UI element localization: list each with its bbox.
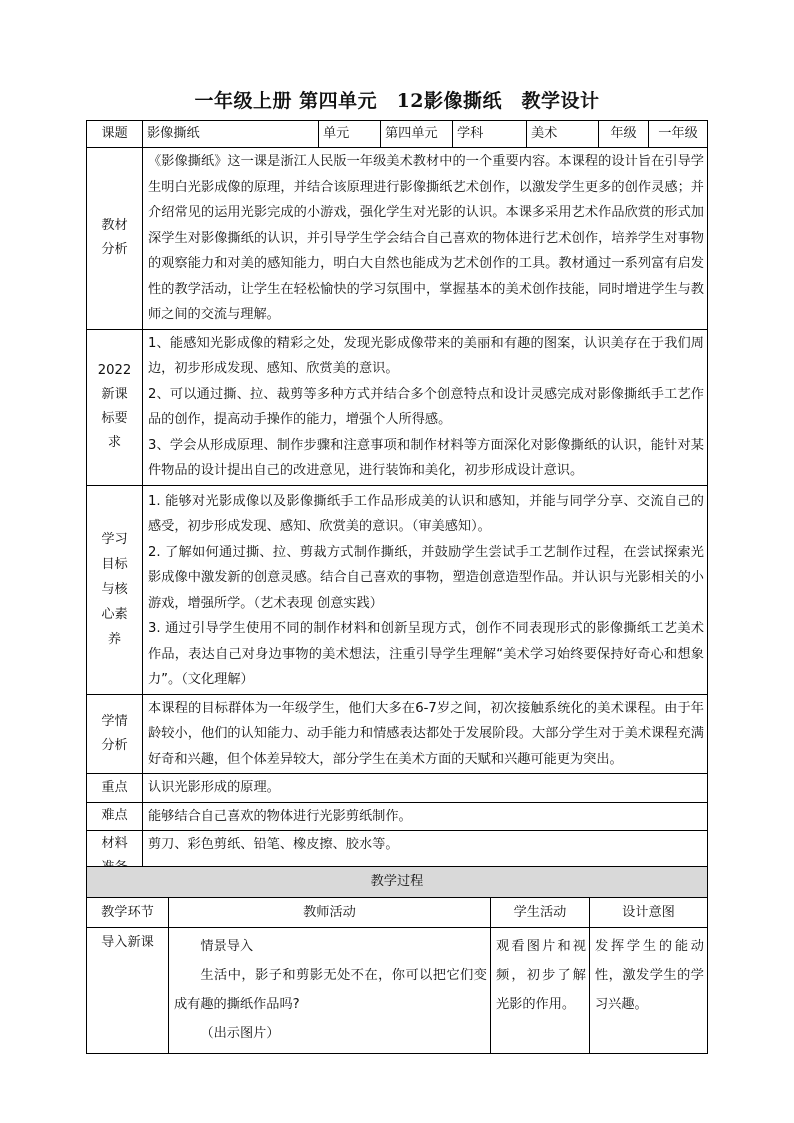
process-heading: 教学过程 bbox=[87, 867, 708, 898]
table-row bbox=[87, 928, 708, 1054]
process-student: 观看图片和视频，初步了解光影的作用。 bbox=[491, 928, 590, 1054]
goal-item-1: 1. 能够对光影成像以及影像撕纸手工作品形成美的认识和感知，并能与同学分享、交流自己的感受，初步形成发现、感知、欣赏美的意识。（审美感知）。 bbox=[148, 493, 704, 534]
difficulty-label: 难点 bbox=[87, 802, 143, 831]
materials-label-text: 材料 bbox=[101, 835, 128, 851]
document-title: 一年级上册 第四单元 12影像撕纸 教学设计 bbox=[194, 90, 600, 112]
analysis-label bbox=[87, 148, 143, 330]
standards-label bbox=[87, 329, 143, 485]
grade-value: 一年级 bbox=[649, 121, 708, 148]
teaching-process-table bbox=[86, 866, 708, 1054]
standard-item-1: 1、能感知光影成像的精彩之处，发现光影成像带来的美丽和有趣的图案，认识美存在于我们周边，初步形成发现、感知、欣赏美的意识。 bbox=[148, 335, 704, 376]
key-point-label: 重点 bbox=[87, 774, 143, 803]
process-stage: 导入新课 bbox=[87, 928, 169, 1054]
standards-label-year: 2022 bbox=[97, 363, 132, 378]
teacher-line-2: 生活中，影子和剪影无处不在，你可以把它们变成有趣的撕纸作品吗? bbox=[174, 968, 487, 1012]
unit-value: 第四单元 bbox=[381, 121, 453, 148]
key-point-text: 认识光影形成的原理。 bbox=[143, 774, 708, 803]
difficulty-text: 能够结合自己喜欢的物体进行光影剪纸制作。 bbox=[143, 802, 708, 831]
unit-label: 单元 bbox=[319, 121, 381, 148]
col-teacher: 教师活动 bbox=[169, 898, 491, 928]
process-teacher bbox=[169, 928, 491, 1054]
standards-label-text: 新课标要求 bbox=[101, 387, 128, 450]
analysis-text: 《影像撕纸》这一课是浙江人民版一年级美术教材中的一个重要内容。本课程的设计旨在引导学生明白光影成像的原理，并结合该原理进行影像撕纸艺术创作，以激发学生更多的创作灵感；并介绍常见的运用光影完成的小游戏，强化学生对光影的认识。本课多采用艺术作品欣赏的形式加深学生对影像撕纸的认识，并引导学生学会结合自己喜欢的物体进行艺术创作，培养学生对事物的观察能力和对美的感知能力，明白大自然也能成为艺术创作的工具。教材通过一系列富有启发性的教学活动，让学生在轻松愉快的学习氛围中，掌握基本的美术创作技能，同时增进学生与教师之间的交流与理解。 bbox=[143, 148, 708, 330]
col-intent: 设计意图 bbox=[590, 898, 708, 928]
analysis-label-text: 教材分析 bbox=[101, 218, 128, 258]
goal-item-2: 2. 了解如何通过撕、拉、剪裁方式制作撕纸，并鼓励学生尝试手工艺制作过程，在尝试探索光影成像中激发新的创意灵感。结合自己喜欢的事物，塑造创意造型作品。并认识与光影相关的小游戏，增强所学。（艺术表现 创意实践） bbox=[148, 544, 704, 611]
topic-label: 课题 bbox=[87, 121, 143, 148]
goals-text bbox=[143, 485, 708, 694]
topic-value: 影像撕纸 bbox=[143, 121, 319, 148]
process-intent: 发挥学生的能动性，激发学生的学习兴趣。 bbox=[590, 928, 708, 1054]
subject-label: 学科 bbox=[453, 121, 527, 148]
col-stage: 教学环节 bbox=[87, 898, 169, 928]
lesson-info-table bbox=[86, 120, 708, 881]
grade-label: 年级 bbox=[599, 121, 649, 148]
teacher-line-3: （出示图片） bbox=[200, 1026, 280, 1041]
col-student: 学生活动 bbox=[491, 898, 590, 928]
goals-label bbox=[87, 485, 143, 694]
standard-item-2: 2、可以通过撕、拉、裁剪等多种方式并结合多个创意特点和设计灵感完成对影像撕纸手工艺作品的创作，提高动手操作的能力，增强个人所得感。 bbox=[148, 386, 704, 427]
teacher-line-1: 情景导入 bbox=[200, 939, 254, 954]
goal-item-3: 3. 通过引导学生使用不同的制作材料和创新呈现方式，创作不同表现形式的影像撕纸工艺美术作品，表达自己对身边事物的美术想法，注重引导学生理解“美术学习始终要保持好奇心和想象力”。（文化理解） bbox=[148, 621, 704, 687]
materials-text: 剪刀、彩色剪纸、铅笔、橡皮擦、胶水等。 bbox=[143, 831, 708, 881]
goals-label-text: 学习目标与核心素养 bbox=[101, 532, 128, 647]
standard-item-3: 3、学会从形成原理、制作步骤和注意事项和制作材料等方面深化对影像撕纸的认识，能针对某件物品的设计提出自己的改进意见，进行装饰和美化，初步形成设计意识。 bbox=[148, 437, 704, 478]
learners-text: 本课程的目标群体为一年级学生，他们大多在6-7岁之间，初次接触系统化的美术课程。由于年龄较小，他们的认知能力、动手能力和情感表达都处于发展阶段。大部分学生对于美术课程充满好奇和兴趣，但个体差异较大，部分学生在美术方面的天赋和兴趣可能更为突出。 bbox=[143, 694, 708, 774]
learners-label bbox=[87, 694, 143, 774]
standards-text bbox=[143, 329, 708, 485]
subject-value: 美术 bbox=[527, 121, 599, 148]
learners-label-text: 学情分析 bbox=[101, 713, 128, 753]
